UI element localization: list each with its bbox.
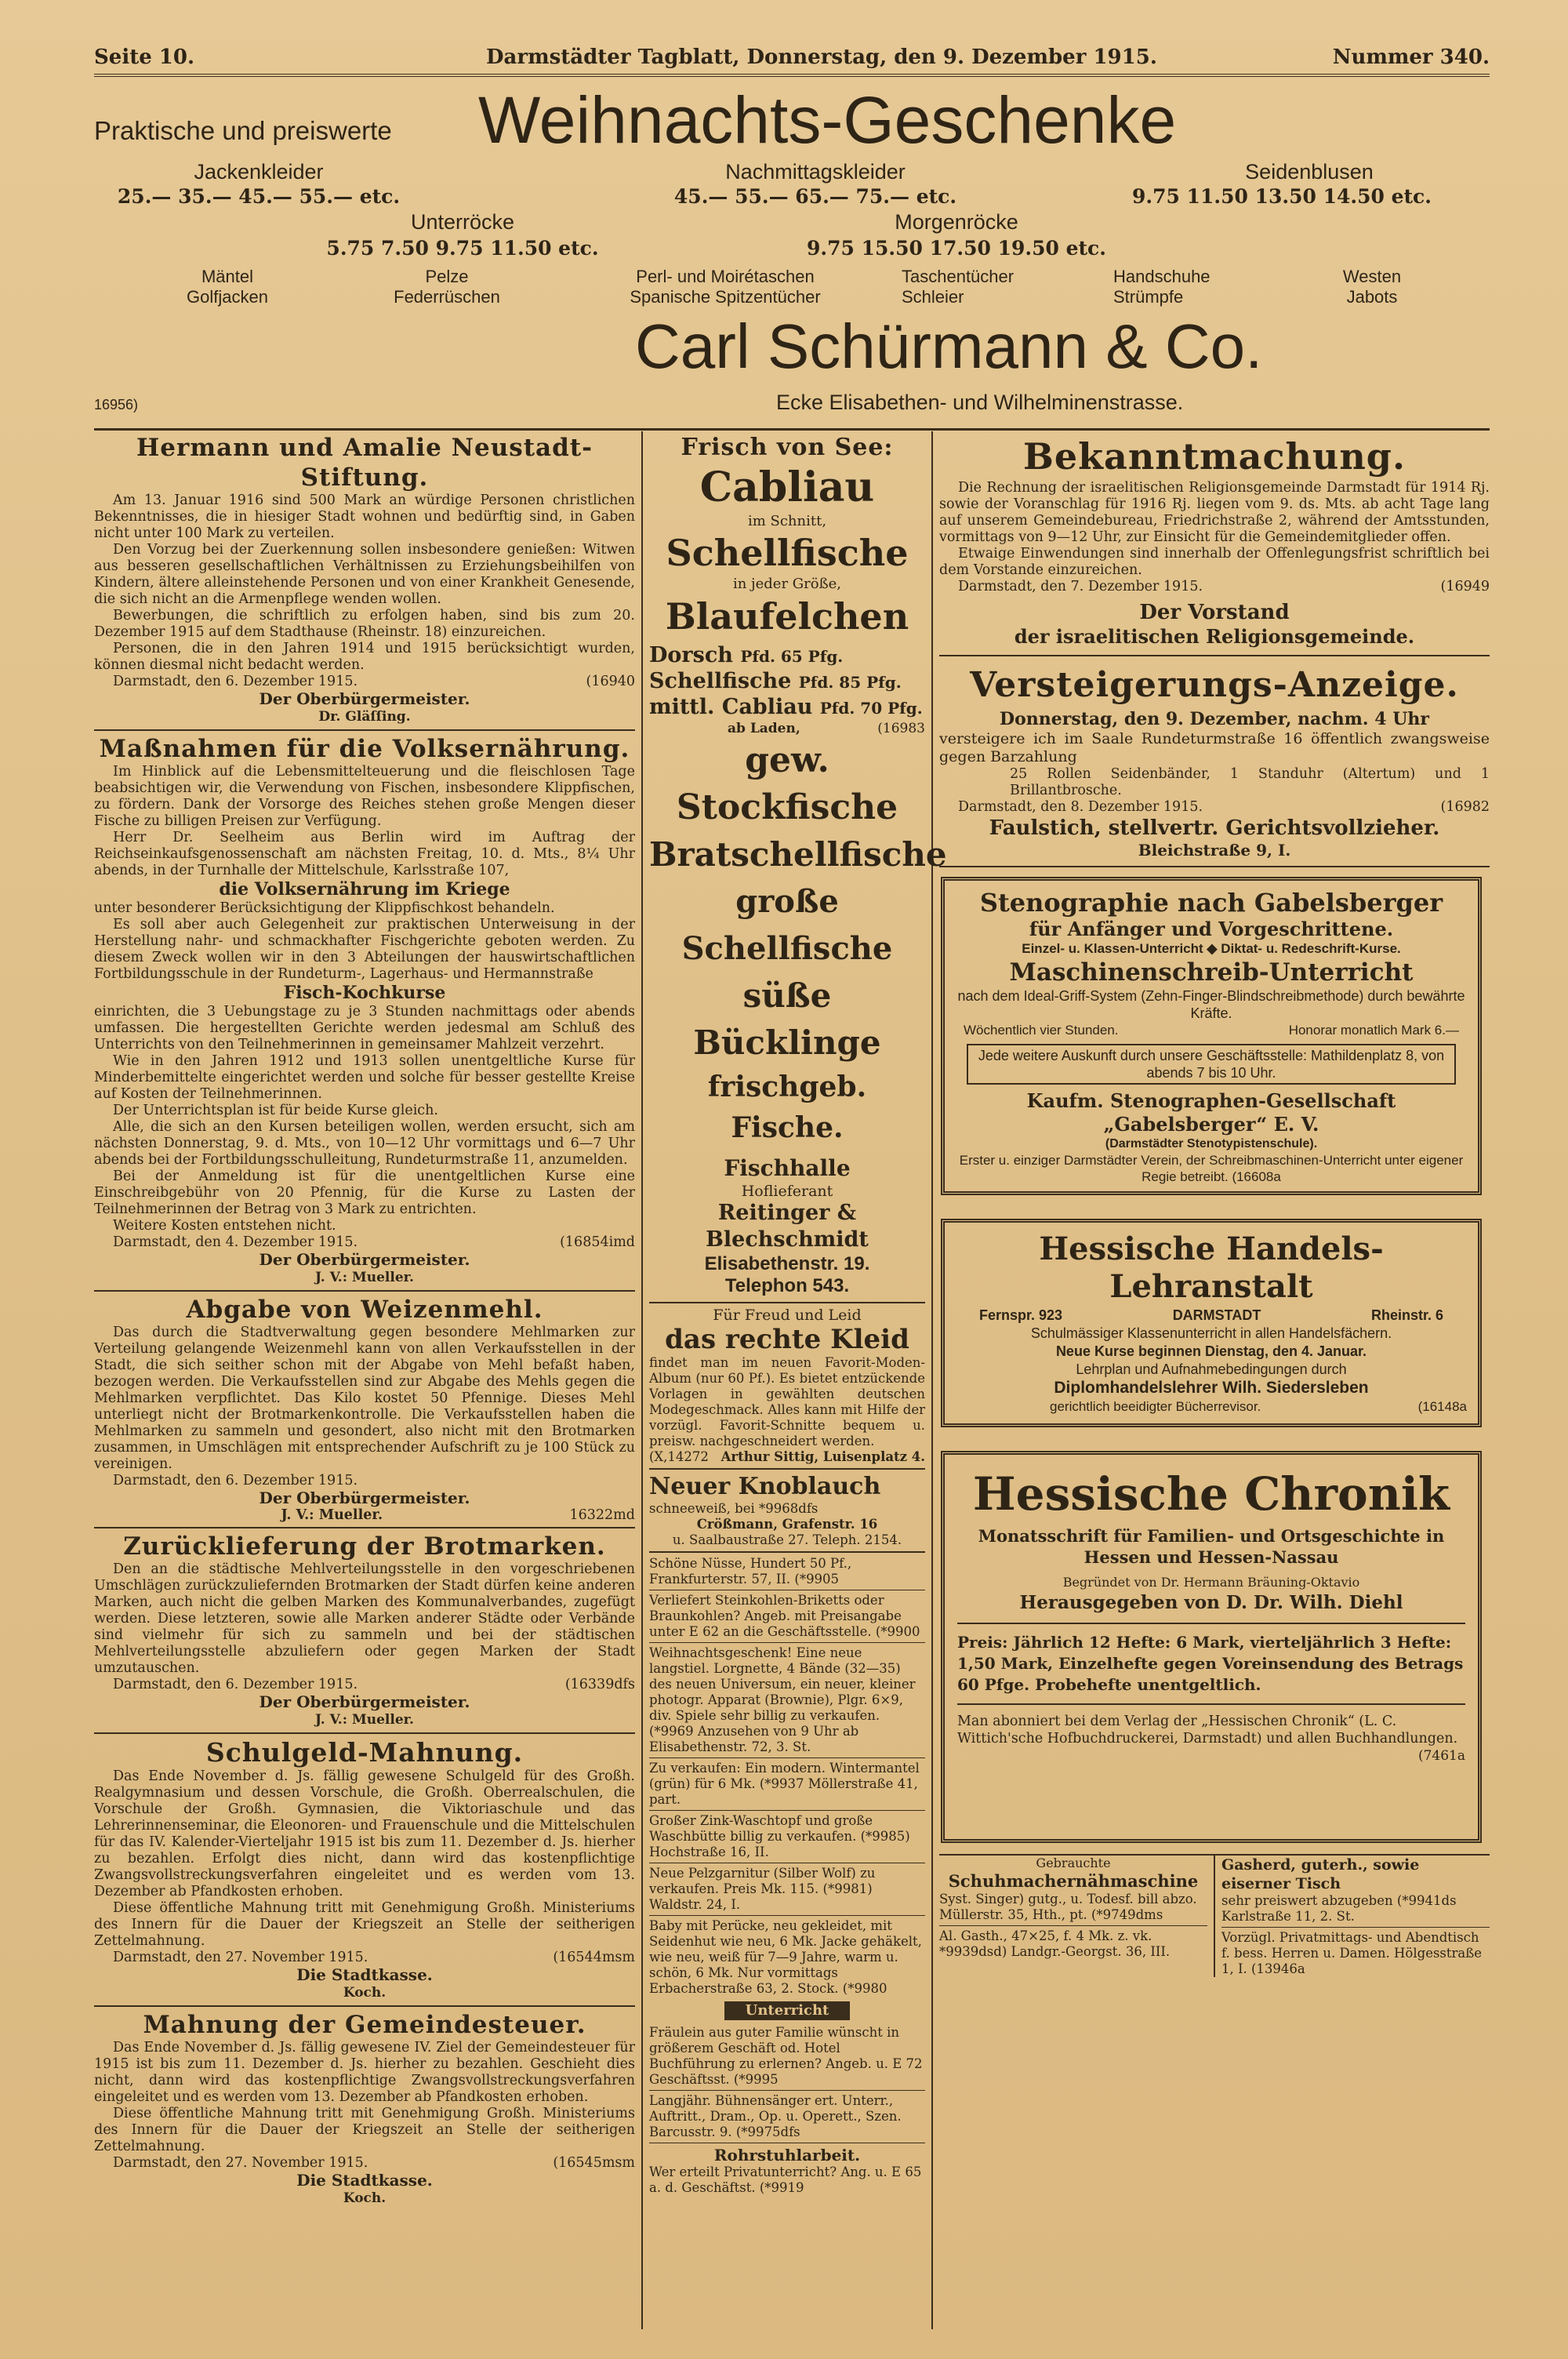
handel-title: Hessische Handels-Lehranstalt [1039, 1230, 1384, 1305]
chronik-line: Herausgegeben von D. Dr. Wilh. Diehl [1019, 1592, 1403, 1613]
fisch-hof: Hoflieferant [741, 1183, 833, 1200]
group-prices: 45.— 55.— 65.— 75.— etc. [673, 185, 957, 208]
verst-title: Versteigerungs-Anzeige. [970, 665, 1459, 705]
sign-row: J. V.: Mueller. 16322md [281, 1507, 635, 1523]
ad-code: 16956) [94, 397, 139, 413]
dateline: Darmstadt, den 8. Dezember 1915. (16982 [958, 799, 1490, 815]
bottom-ads [939, 1854, 1490, 1977]
ad-intro: Praktische und preiswerte [94, 116, 392, 145]
column-rule [641, 431, 643, 2329]
group-prices: 5.75 7.50 9.75 11.50 etc. [326, 237, 599, 260]
group-prices: 25.— 35.— 45.— 55.— etc. [117, 185, 401, 208]
bek-title: Bekanntmachung. [1023, 435, 1406, 478]
fisch-addr: Elisabethenstr. 19. [704, 1253, 870, 1274]
ad-item: Mäntel Golfjacken [187, 267, 268, 307]
fisch-sub: in jeder Größe, [732, 576, 842, 592]
fisch-line: Bratschellfische [649, 835, 947, 874]
ad-item: Westen Jabots [1342, 267, 1402, 307]
verst-body: versteigere ich im Saale Rundeturmstraße 16 öffentlich zwangsweise gegen Barzahlung [939, 730, 1490, 765]
steno-title: Stenographie nach Gabelsberger [979, 888, 1443, 918]
page-number: Seite 10. [94, 45, 195, 69]
signature: der israelitischen Religionsgemeinde. [1014, 625, 1415, 648]
fisch-ab: ab Laden, (16983 [728, 721, 925, 736]
signature: Der Oberbürgermeister. [259, 1488, 470, 1507]
fisch-shop: Fischhalle [724, 1155, 851, 1181]
signature: Dr. Gläſſing. [318, 709, 411, 725]
chronik-sub: Monatsschrift für Familien- und Ortsgeschichte in Hessen und Hessen-Nassau [978, 1526, 1445, 1567]
knoblauch-firm: Crößmann, Grafenstr. 16 [696, 1517, 878, 1532]
volksern-dateline: Darmstadt, den 4. Dezember 1915. (16854imd [113, 1234, 635, 1250]
fisch-line: Schellfische [666, 532, 909, 574]
classified: Fräulein aus guter Familie wünscht in größerem Geschäft od. Hotel Buchführung zu erlernen? Angeb. u. E 72 Geschäftsst. (*9995 [649, 2025, 923, 2087]
column-1 [94, 433, 635, 2208]
classified: Weihnachtsgeschenk! Eine neue langstiel. Lorgnette, 4 Bände (32—35) des neuen Universum, ein neuer, kleiner photogr. Apparat (Brownie), Plgr. 6×9, div. Spiele sehr billig zu verkaufen. (*9969 Anzusehen von 9 Uhr ab Elisabethenstr. 72, 3. St. [649, 1645, 916, 1754]
group-name: Unterröcke [410, 210, 515, 234]
steno-line: Erster u. einziger Darmstädter Verein, der Schreibmaschinen-Unterricht unter eigener Regie betreibt. (16608a [959, 1153, 1464, 1184]
stiftung-dateline: Darmstadt, den 6. Dezember 1915. (16940 [113, 674, 635, 689]
column-3 [939, 433, 1490, 1977]
signature: Koch. [343, 2190, 387, 2206]
classified: Schöne Nüsse, Hundert 50 Pf., Frankfurterstr. 57, II. (*9905 [649, 1556, 852, 1587]
steno-sub: für Anfänger und Vorgeschrittene. [1029, 918, 1394, 940]
steno-line: (Darmstädter Stenotypistenschule). [1105, 1137, 1318, 1150]
ad-item: Perl- und Moirétaschen Spanische Spitzentücher [630, 267, 821, 307]
fisch-tel: Telephon 543. [724, 1275, 850, 1296]
dateline: Darmstadt, den 27. November 1915. (16545msm [113, 2155, 635, 2171]
gemeindesteuer-body: Das Ende November d. Js. fällig gewesene IV. Ziel der Gemeindesteuer für 1915 ist bis zum 11. Dezember d. Js. hierher zu bezahlen. Geschieht dies nicht, dann wird das kostenpflichtige Zwangsvollstreckungsverfahren eingeleitet und es werden vom 13. Dezember ab Pfandkosten erhoben. Diese öffentliche Mahnung tritt mit Genehmigung Großh. Ministeriums des Innern für die Dauer der Kriegszeit an Stelle der seitherigen Zettelmahnung. [94, 2040, 635, 2154]
gemeindesteuer-title: Mahnung der Gemeindesteuer. [143, 2011, 586, 2039]
dateline: Darmstadt, den 6. Dezember 1915. [113, 1473, 358, 1488]
kleid-text: findet man im neuen Favorit-Moden-Album (nur 60 Pf.). Es bietet entzückende Vorlagen in gewählten deutschen Modegeschmack. Alles kann mit Hilfe der vorzügl. Favorit-Schnitte bequem u. preisw. nachgeschneidert werden. [649, 1355, 925, 1448]
ad-item: Handschuhe Strümpfe [1113, 267, 1210, 307]
classified: Großer Zink-Waschtopf und große Waschbütte billig zu verkaufen. (*9985) Hochstraße 16, II. [649, 1813, 910, 1859]
fisch-line: gew. Stockfische [676, 740, 898, 827]
ad-headline: Weihnachts-Geschenke [478, 83, 1177, 157]
schulgeld-body: Das Ende November d. Js. fällig gewesene Schulgeld für des Großh. Realgymnasium und dessen Vorschule, die Großh. Oberrealschulen, die Vorschule der Großh. Gymnasien, die Viktoriaschule und das Lehrerinnenseminar, die Eleonoren- und Frauenschule und die Mittelschulen für das IV. Kalender-Vierteljahr 1915 ist bis zum 11. Dezember d. Js. hierher zu bezahlen. Erfolgt dies nicht, dann wird das kostenpflichtige Zwangsvollstreckungsverfahren eingeleitet und es werden vom 13. Dezember ab Pfandkosten erhoben. Diese öffentliche Mahnung tritt mit Genehmigung Großh. Ministeriums des Innern für die Dauer der Kriegszeit an Stelle der seitherigen Zettelmahnung. [94, 1768, 635, 1949]
weizen-body: Das durch die Stadtverwaltung gegen besondere Mehlmarken zur Verteilung gelangende Weizenmehl kann von allen Verkaufsstellen in der Stadt, die sich seither schon mit der Abgabe von Mehl befaßt haben, bezogen werden. Die Verkaufsstellen sind zur Abgabe des Mehls gegen die Mehlmarken verpflichtet. Das Kilo kostet 50 Pfennige. Dieses Mehl unterliegt nicht der Brotmarkenkontrolle. Die Verkaufsstellen haben die Mehlmarken zu sammeln und gesondert, also nicht mit den Brotmarken zusammen, in Umschlägen mit entsprechender Aufschrift zu je 100 Stück zu vereinigen. [94, 1325, 635, 1472]
knoblauch-title: Neuer Knoblauch [649, 1473, 881, 1500]
stiftung-body: Am 13. Januar 1916 sind 500 Mark an würdige Personen christlichen Bekenntnisses, die in hiesiger Stadt wohnen und bedürftig sind, in Gaben nicht unter 100 Mark zu verteilen. Den Vorzug bei der Zuerkennung sollen insbesondere genießen: Witwen aus besseren gesellschaftlichen Verhältnissen zu Erziehungsbeihilfen von Kindern, ältere alleinstehende Personen und von einer Krankheit Genesende, die sich nicht an die Armenpflege wenden wollen. Bewerbungen, die schriftlich zu erfolgen haben, sind bis zum 20. Dezember 1915 auf dem Stadthause (Rheinstr. 18) einzureichen. Personen, die in den Jahren 1914 und 1915 berücksichtigt wurden, können diesmal nicht bedacht werden. [94, 493, 635, 673]
weizen-title: Abgabe von Weizenmehl. [186, 1296, 543, 1324]
handel-ad [941, 1219, 1482, 1427]
chronik-line: Begründet von Dr. Hermann Bräuning-Oktavio [1062, 1575, 1360, 1590]
bek-body: Die Rechnung der israelitischen Religionsgemeinde Darmstadt für 1914 Rj. sowie der Voranschlag für 1916 Rj. liegen vom 9. ds. Mts. ab acht Tage lang auf unserem Gemeindebureau, Friedrichstraße 2, während der Amtsstunden, vormittags von 9—12 Uhr, zur Einsicht für die Gemeindemitglieder offen. Etwaige Einwendungen sind innerhalb der Offenlegungsfrist schriftlich bei dem Vorstande einzureichen. [939, 480, 1490, 578]
chronik-title: Hessische Chronik [972, 1467, 1450, 1521]
handel-line: Neue Kurse beginnen Dienstag, den 4. Januar. [1055, 1343, 1367, 1359]
schuermann-ad [94, 85, 1490, 422]
chronik-code: (7461a [1417, 1748, 1465, 1764]
dateline: Darmstadt, den 7. Dezember 1915. (16949 [958, 579, 1490, 594]
fisch-line: Cabliau [699, 463, 875, 511]
classified: Wer erteilt Privatunterricht? Ang. u. E 65 a. d. Geschäftst. (*9919 [649, 2165, 922, 2195]
signature: Koch. [343, 1985, 387, 2001]
classified: Neue Pelzgarnitur (Silber Wolf) zu verkaufen. Preis Mk. 115. (*9981) Waldstr. 24, I. [649, 1866, 876, 1912]
signature: Die Stadtkasse. [296, 1965, 433, 1984]
fisch-line: frischgeb. Fische. [707, 1070, 867, 1144]
handel-line: Diplomhandelslehrer Wilh. Siedersleben [1054, 1379, 1369, 1397]
group-name: Seidenblusen [1245, 160, 1374, 184]
signature: Die Stadtkasse. [296, 2171, 433, 2190]
classified: Baby mit Perücke, neu gekleidet, mit Seidenhut wie neu, 6 Mk. Jacke gehäkelt, wie neu, weiß für 7—9 Jahre, warm u. schön, 6 Mk. Nur vormittags Erbacherstraße 63, 2. Stock. (*9980 [649, 1918, 922, 1996]
signature: J. V.: Mueller. [315, 1712, 414, 1728]
volksern-body: Im Hinblick auf die Lebensmittelteuerung und die fleischlosen Tage beabsichtigen wir, die Verwendung von Fischen, insbesondere Klippfischen, zu fördern. Dank der Vorsorge des Reiches stehen große Mengen dieser Fische zu billigen Preisen zur Verfügung. Herr Dr. Seelheim aus Berlin wird im Auftrag der Reichseinkaufsgenossenschaft am nächsten Freitag, 10. d. Mts., 8¼ Uhr abends, in der Turnhalle der Mittelschule, Karlsstraße 107, die Volksernährung im Kriege unter besonderer Berücksichtigung der Klippfischkost behandeln. Es soll aber auch Gelegenheit zur praktischen Unterweisung in der Herstellung nahr- und schmackhafter Fischgerichte geboten werden. Zu diesem Zweck wollen wir in den 3 Abteilungen der hauswirtschaftlichen Fortbildungsschule in der Rundeturm-, Lagerhaus- und Hermannstraße Fisch-Kochkurse einrichten, die 3 Uebungstage zu je 3 Stunden nachmittags oder abends umfassen. Die hergestellten Gerichte werden jedesmal am Schluß des Unterrichts von den Teilnehmerinnen in gemeinsamer Mahlzeit verzehrt. Wie in den Jahren 1912 und 1913 sollen unentgeltliche Kurse für Minderbemittelte eingerichtet werden und solche für besser gestellte Kreise auf Kosten der Teilnehmerinnen. Der Unterrichtsplan ist für beide Kurse gleich. Alle, die sich an den Kursen beteiligen wollen, werden ersucht, sich am nächsten Donnerstag, 9. d. Mts., von 10—12 Uhr vormittags und 6—7 Uhr abends bei der Fortbildungsschulleitung, Rundeturmstraße 11, anzumelden. Bei der Anmeldung ist für die unentgeltlichen Kurse eine Einschreibgebühr von 20 Pfennig, für die Kurse zu Lasten der Teilnehmerinnen der Betrag von 3 Mark zu entrichten. Weitere Kosten entstehen nicht. [94, 764, 635, 1234]
group-prices: 9.75 11.50 13.50 14.50 etc. [1132, 185, 1432, 208]
schuhmacher-ad: Gebrauchte Schuhmachernähmaschine Syst. Singer) gutg., u. Todesf. bill abzo. Müllerstr. 35, Hth., pt. (*9749dms Al. Gasth., 47×25, f. 4 Mk. z. vk. *9939dsd) Landgr.-Georgst. 36, III. [939, 1856, 1215, 1977]
group-name: Morgenröcke [895, 210, 1018, 234]
column-rule [931, 431, 933, 2329]
knoblauch-text: schneeweiß, bei *9968dfs [649, 1501, 818, 1516]
group-prices: 9.75 15.50 17.50 19.50 etc. [807, 237, 1106, 260]
verst-when: Donnerstag, den 9. Dezember, nachm. 4 Uhr [999, 709, 1429, 729]
signature: Faulstich, stellvertr. Gerichtsvollzieher. [989, 816, 1440, 840]
brotmarken-body: Den an die städtische Mehlverteilungsstelle in den vorgeschriebenen Umschlägen zurückzuliefernden Brotmarken der Stadt dürfen keine anderen Marken, auch nicht die gelben Marken des Kommunalverbandes, zugefügt werden. Diese letzteren, sowie alle Marken anderer Städte oder Verbände sind vielmehr für sich zu sammeln und bei der städtischen Mehlverteilungsstelle abzuliefern oder gegen Marken der Stadt umzutauschen. [94, 1561, 635, 1676]
fisch-prices: Dorsch Pfd. 65 Pfg. Schellfische Pfd. 85 Pfg. mittl. Cabliau Pfd. 70 Pfg. [649, 643, 923, 719]
handel-row: Fernspr. 923 DARMSTADT Rheinstr. 6 [979, 1307, 1443, 1323]
gasherd-ad: Gasherd, guterh., sowie eiserner Tisch sehr preiswert abzugeben (*9941ds Karlstraße 11, 2. St. Vorzügl. Privatmittags- und Abendtisch f. bess. Herren u. Damen. Hölgesstraße 1, I. (13946a [1215, 1856, 1490, 1977]
ad-item: Pelze Federrüschen [394, 267, 500, 307]
fisch-line: Blaufelchen [665, 595, 909, 638]
fisch-sub: im Schnitt, [747, 513, 827, 529]
chronik-info: Man abonniert bei dem Verlag der „Hessischen Chronik“ (L. C. Wittich'sche Hofbuchdruckerei, Darmstadt) und allen Buchhandlungen. [957, 1714, 1458, 1747]
steno-info: Jede weitere Auskunft durch unsere Geschäftsstelle: Mathildenplatz 8, von abends 7 bis 10 Uhr. [967, 1044, 1456, 1085]
steno-line: nach dem Ideal-Griff-System (Zehn-Finger-Blindschreibmethode) durch bewährte Kräfte. [957, 988, 1465, 1021]
steno-title: Maschinenschreib-Unterricht [1009, 958, 1414, 987]
company-name: Carl Schürmann & Co. [635, 311, 1263, 381]
knoblauch-addr: u. Saalbaustraße 27. Teleph. 2154. [672, 1532, 902, 1547]
classified: Zu verkaufen: Ein modern. Wintermantel (grün) für 6 Mk. (*9937 Möllerstraße 41, part. [649, 1761, 920, 1807]
kleid-foot: (X,14272 Arthur Sittig, Luisenplatz 4. [649, 1449, 925, 1464]
fisch-head: Frisch von See: [681, 434, 894, 461]
fisch-firm: Reitinger & Blechschmidt [706, 1201, 869, 1252]
dateline: Darmstadt, den 27. November 1915. (16544msm [113, 1950, 635, 1965]
verst-addr: Bleichstraße 9, I. [1138, 841, 1291, 860]
fisch-line: süße Bücklinge [693, 976, 881, 1062]
dateline: Darmstadt, den 6. Dezember 1915. (16339dfs [113, 1677, 635, 1692]
steno-line: Einzel- u. Klassen-Unterricht ◆ Diktat- u. Redeschrift-Kurse. [1022, 941, 1401, 956]
classified: Langjähr. Bühnensänger ert. Unterr., Auftritt., Dram., Op. u. Operett., Szen. Barcusstr. 9. (*9975dfs [649, 2093, 902, 2139]
handel-line: Lehrplan und Aufnahmebedingungen durch [1076, 1361, 1347, 1377]
schulgeld-title: Schulgeld-Mahnung. [205, 1737, 524, 1768]
fisch-line: große Schellfische [681, 883, 893, 967]
company-address: Ecke Elisabethen- und Wilhelminenstrasse. [776, 391, 1184, 414]
volksern-title: Maßnahmen für die Volksernährung. [99, 735, 630, 763]
stiftung-title: Hermann und Amalie Neustadt-Stiftung. [136, 434, 593, 492]
chronik-price: Preis: Jährlich 12 Hefte: 6 Mark, vierteljährlich 3 Hefte: 1,50 Mark, Einzelhefte gegen Voreinsendung des Betrags 60 Pfge. Probehefte unentgeltlich. [957, 1633, 1464, 1694]
signature: Der Oberbürgermeister. [259, 1692, 470, 1711]
unterricht-label: Unterricht [724, 2001, 850, 2020]
brotmarken-title: Zurücklieferung der Brotmarken. [123, 1532, 606, 1561]
page-header [94, 45, 1490, 77]
divider [94, 428, 1490, 431]
kleid-h2: das rechte Kleid [665, 1324, 909, 1355]
paper-dateline: Darmstädter Tagblatt, Donnerstag, den 9. Dezember 1915. [486, 45, 1157, 69]
issue-number: Nummer 340. [1332, 45, 1490, 69]
classified: Verliefert Steinkohlen-Briketts oder Braunkohlen? Angeb. mit Preisangabe unter E 62 an die Geschäftsstelle. (*9900 [649, 1593, 920, 1639]
signature: Der Vorstand [1139, 601, 1290, 624]
group-name: Nachmittagskleider [725, 160, 906, 184]
handel-line: Schulmässiger Klassenunterricht in allen Handelsfächern. [1030, 1325, 1392, 1341]
steno-row: Wöchentlich vier Stunden. Honorar monatlich Mark 6.— [964, 1023, 1459, 1038]
handel-row: gerichtlich beeidigter Bücherrevisor. (16148a [1050, 1399, 1467, 1414]
signature: Der Oberbürgermeister. [259, 689, 470, 708]
signature: Der Oberbürgermeister. [259, 1250, 470, 1269]
classified: Rohrstuhlarbeit. [713, 2146, 861, 2165]
column-2 [649, 433, 947, 2196]
verst-items: 25 Rollen Seidenbänder, 1 Standuhr (Altertum) und 1 Brillantbrosche. [1010, 766, 1490, 798]
chronik-ad [941, 1451, 1482, 1843]
signature: J. V.: Mueller. [315, 1270, 414, 1285]
kleid-h1: Für Freud und Leid [713, 1307, 862, 1324]
steno-firm: „Gabelsberger“ E. V. [1103, 1113, 1319, 1136]
ad-item: Taschentücher Schleier [902, 267, 1014, 307]
steno-ad [941, 877, 1482, 1195]
steno-firm: Kaufm. Stenographen-Gesellschaft [1026, 1089, 1396, 1112]
group-name: Jackenkleider [194, 160, 324, 184]
